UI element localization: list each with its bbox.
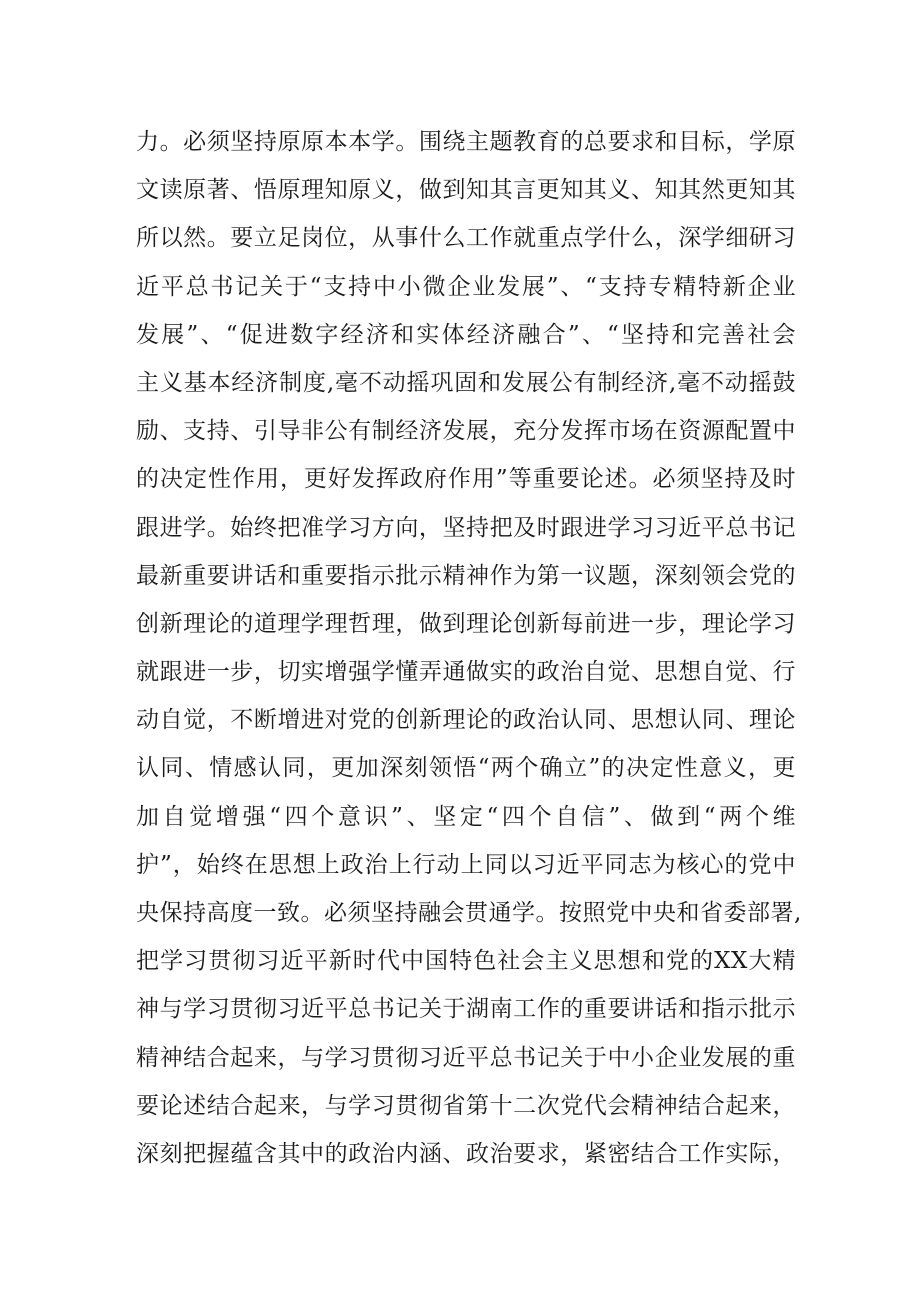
text-line-16: 护”，始终在思想上政治上行动上同以习近平同志为核心的党中 <box>136 851 796 878</box>
text-line-4: 近平总书记关于“支持中小微企业发展”、“支持专精特新企业 <box>136 273 796 300</box>
text-line-6: 主义基本经济制度,毫不动摇巩固和发展公有制经济,毫不动摇鼓 <box>136 369 796 396</box>
text-line-8: 的决定性作用，更好发挥政府作用”等重要论述。必须坚持及时 <box>136 466 796 493</box>
text-line-19: 神与学习贯彻习近平总书记关于湖南工作的重要讲话和指示批示 <box>136 996 796 1023</box>
text-line-13: 动自觉，不断增进对党的创新理论的政治认同、思想认同、理论 <box>136 707 796 734</box>
text-line-15: 加自觉增强“四个意识”、坚定“四个自信”、做到“两个维 <box>136 803 796 830</box>
text-line-17: 央保持高度一致。必须坚持融会贯通学。按照党中央和省委部署, <box>136 900 802 926</box>
text-line-14: 认同、情感认同，更加深刻领悟“两个确立”的决定性意义，更 <box>136 755 796 782</box>
text-line-18: 把学习贯彻习近平新时代中国特色社会主义思想和党的XX大精 <box>136 948 796 975</box>
text-line-22: 深刻把握蕴含其中的政治内涵、政治要求，紧密结合工作实际， <box>136 1140 796 1167</box>
text-line-3: 所以然。要立足岗位，从事什么工作就重点学什么，深学细研习 <box>136 225 796 252</box>
text-line-10: 最新重要讲话和重要指示批示精神作为第一议题，深刻领会党的 <box>136 562 796 589</box>
text-line-2: 文读原著、悟原理知原义，做到知其言更知其义、知其然更知其 <box>136 177 796 204</box>
text-line-21: 要论述结合起来，与学习贯彻省第十二次党代会精神结合起来， <box>136 1092 796 1119</box>
text-line-11: 创新理论的道理学理哲理，做到理论创新每前进一步，理论学习 <box>136 610 796 637</box>
text-line-1: 力。必须坚持原原本本学。围绕主题教育的总要求和目标，学原 <box>136 129 796 155</box>
text-line-7: 励、支持、引导非公有制经济发展，充分发挥市场在资源配置中 <box>136 418 796 445</box>
text-line-12: 就跟进一步，切实增强学懂弄通做实的政治自觉、思想自觉、行 <box>136 659 796 686</box>
text-line-9: 跟进学。始终把准学习方向，坚持把及时跟进学习习近平总书记 <box>136 514 796 541</box>
body-paragraph <box>136 118 802 1178</box>
text-line-20: 精神结合起来，与学习贯彻习近平总书记关于中小企业发展的重 <box>136 1044 796 1071</box>
text-line-5: 发展”、“促进数字经济和实体经济融合”、“坚持和完善社会 <box>136 321 796 348</box>
